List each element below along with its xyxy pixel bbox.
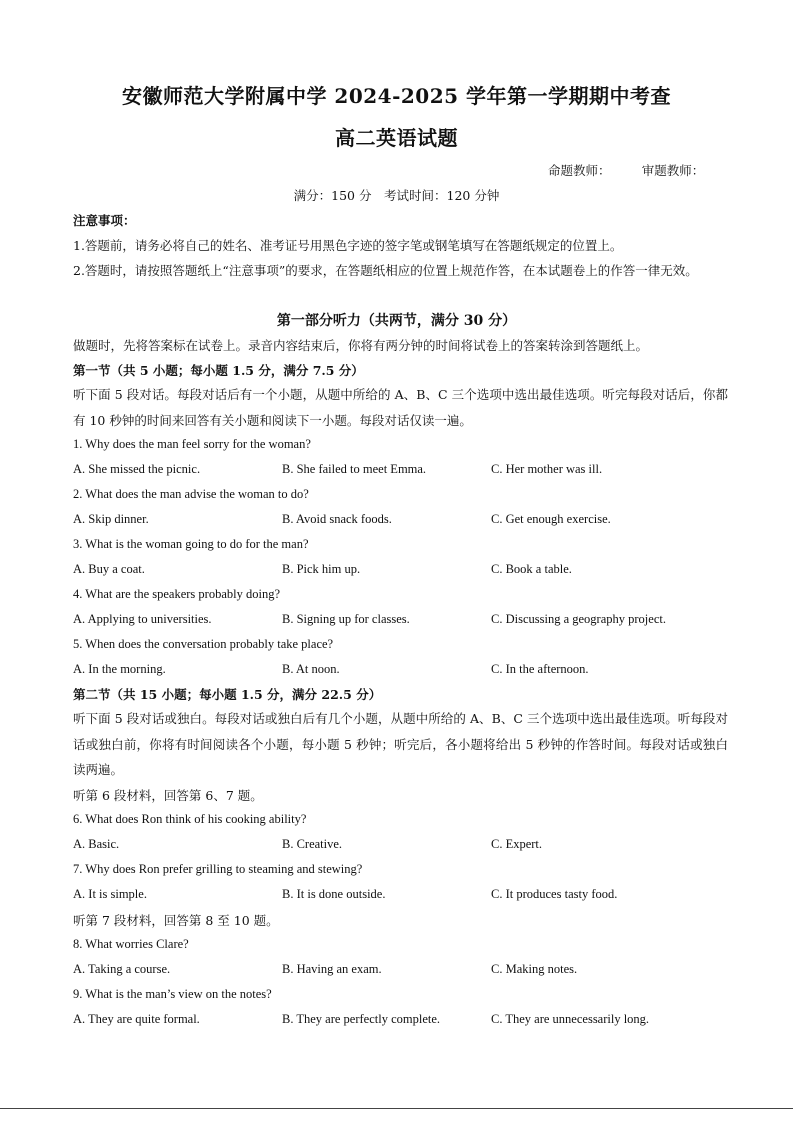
q6-option-c: C. Expert. <box>491 837 543 851</box>
notes-heading: 注意事项： <box>73 213 136 228</box>
question-1: 1. Why does the man feel sorry for the woman? <box>73 437 311 451</box>
q8-option-a: A. Taking a course. <box>73 962 171 976</box>
exam-title: 安徽师范大学附属中学 2024-2025 学年第一学期期中考查 <box>121 84 672 108</box>
q8-option-c: C. Making notes. <box>491 962 578 976</box>
q1-option-b: B. She failed to meet Emma. <box>282 462 427 476</box>
footer-divider <box>0 1108 793 1109</box>
section1-intro: 听下面 5 段对话。每段对话后有一个小题，从题中所给的 A、B、C 三个选项中选出最佳选项。听完每段对话后，你都有 10 秒钟的时间来回答有关小题和阅读下一小题。每段对话仅读一遍。 <box>73 387 728 428</box>
question-9: 9. What is the man’s view on the notes? <box>73 987 272 1001</box>
q7-option-c: C. It produces tasty food. <box>491 887 618 901</box>
notes-item-2: 2.答题时，请按照答题纸上“注意事项”的要求，在答题纸相应的位置上规范作答，在本试题卷上的作答一律无效。 <box>73 263 698 278</box>
q4-option-b: B. Signing up for classes. <box>282 612 410 626</box>
q4-option-c: C. Discussing a geography project. <box>491 612 666 626</box>
part1-heading: 第一部分听力（共两节，满分 30 分） <box>276 313 517 329</box>
q3-option-b: B. Pick him up. <box>282 562 361 576</box>
q5-option-b: B. At noon. <box>282 662 340 676</box>
score-time-info: 满分：150 分 考试时间：120 分钟 <box>293 188 500 203</box>
question-2: 2. What does the man advise the woman to do? <box>73 487 309 501</box>
material-6-instruction: 听第 6 段材料，回答第 6、7 题。 <box>73 788 263 803</box>
notes-item-1: 1.答题前，请务必将自己的姓名、准考证号用黑色字迹的签字笔或钢笔填写在答题纸规定的位置上。 <box>73 238 623 253</box>
question-5: 5. When does the conversation probably take place? <box>73 637 334 651</box>
q1-option-c: C. Her mother was ill. <box>491 462 603 476</box>
q6-option-a: A. Basic. <box>73 837 120 851</box>
q5-option-c: C. In the afternoon. <box>491 662 589 676</box>
q3-option-a: A. Buy a coat. <box>73 562 145 576</box>
question-4: 4. What are the speakers probably doing? <box>73 587 280 601</box>
question-6: 6. What does Ron think of his cooking ability? <box>73 812 307 826</box>
q7-option-b: B. It is done outside. <box>282 887 386 901</box>
part1-intro: 做题时，先将答案标在试卷上。录音内容结束后，你将有两分钟的时间将试卷上的答案转涂到答题纸上。 <box>73 338 649 353</box>
q8-option-b: B. Having an exam. <box>282 962 382 976</box>
q3-option-c: C. Book a table. <box>491 562 572 576</box>
question-8: 8. What worries Clare? <box>73 937 189 951</box>
q1-option-a: A. She missed the picnic. <box>73 462 201 476</box>
q9-option-b: B. They are perfectly complete. <box>282 1012 441 1026</box>
q7-option-a: A. It is simple. <box>73 887 147 901</box>
material-7-instruction: 听第 7 段材料，回答第 8 至 10 题。 <box>73 913 279 928</box>
section2-heading: 第二节（共 15 小题；每小题 1.5 分，满分 22.5 分） <box>73 687 382 702</box>
exam-subtitle: 高二英语试题 <box>335 126 458 150</box>
question-3: 3. What is the woman going to do for the man? <box>73 537 309 551</box>
q9-option-c: C. They are unnecessarily long. <box>491 1012 650 1026</box>
q6-option-b: B. Creative. <box>282 837 343 851</box>
question-7: 7. Why does Ron prefer grilling to steaming and stewing? <box>73 862 363 876</box>
section2-intro: 听下面 5 段对话或独白。每段对话或独白后有几个小题，从题中所给的 A、B、C 三个选项中选出最佳选项。听每段对话或独白前，你将有时间阅读各个小题，每小题 5 秒钟；听完后，各小题将给出 5 秒钟的作答时间。每段对话或独白读两遍。 <box>73 711 728 777</box>
q5-option-a: A. In the morning. <box>73 662 166 676</box>
q2-option-a: A. Skip dinner. <box>73 512 149 526</box>
q2-option-c: C. Get enough exercise. <box>491 512 611 526</box>
section1-heading: 第一节（共 5 小题；每小题 1.5 分，满分 7.5 分） <box>73 363 364 378</box>
q2-option-b: B. Avoid snack foods. <box>282 512 392 526</box>
q4-option-a: A. Applying to universities. <box>73 612 212 626</box>
q9-option-a: A. They are quite formal. <box>73 1012 200 1026</box>
teacher-info: 命题教师： 审题教师： <box>548 163 705 178</box>
